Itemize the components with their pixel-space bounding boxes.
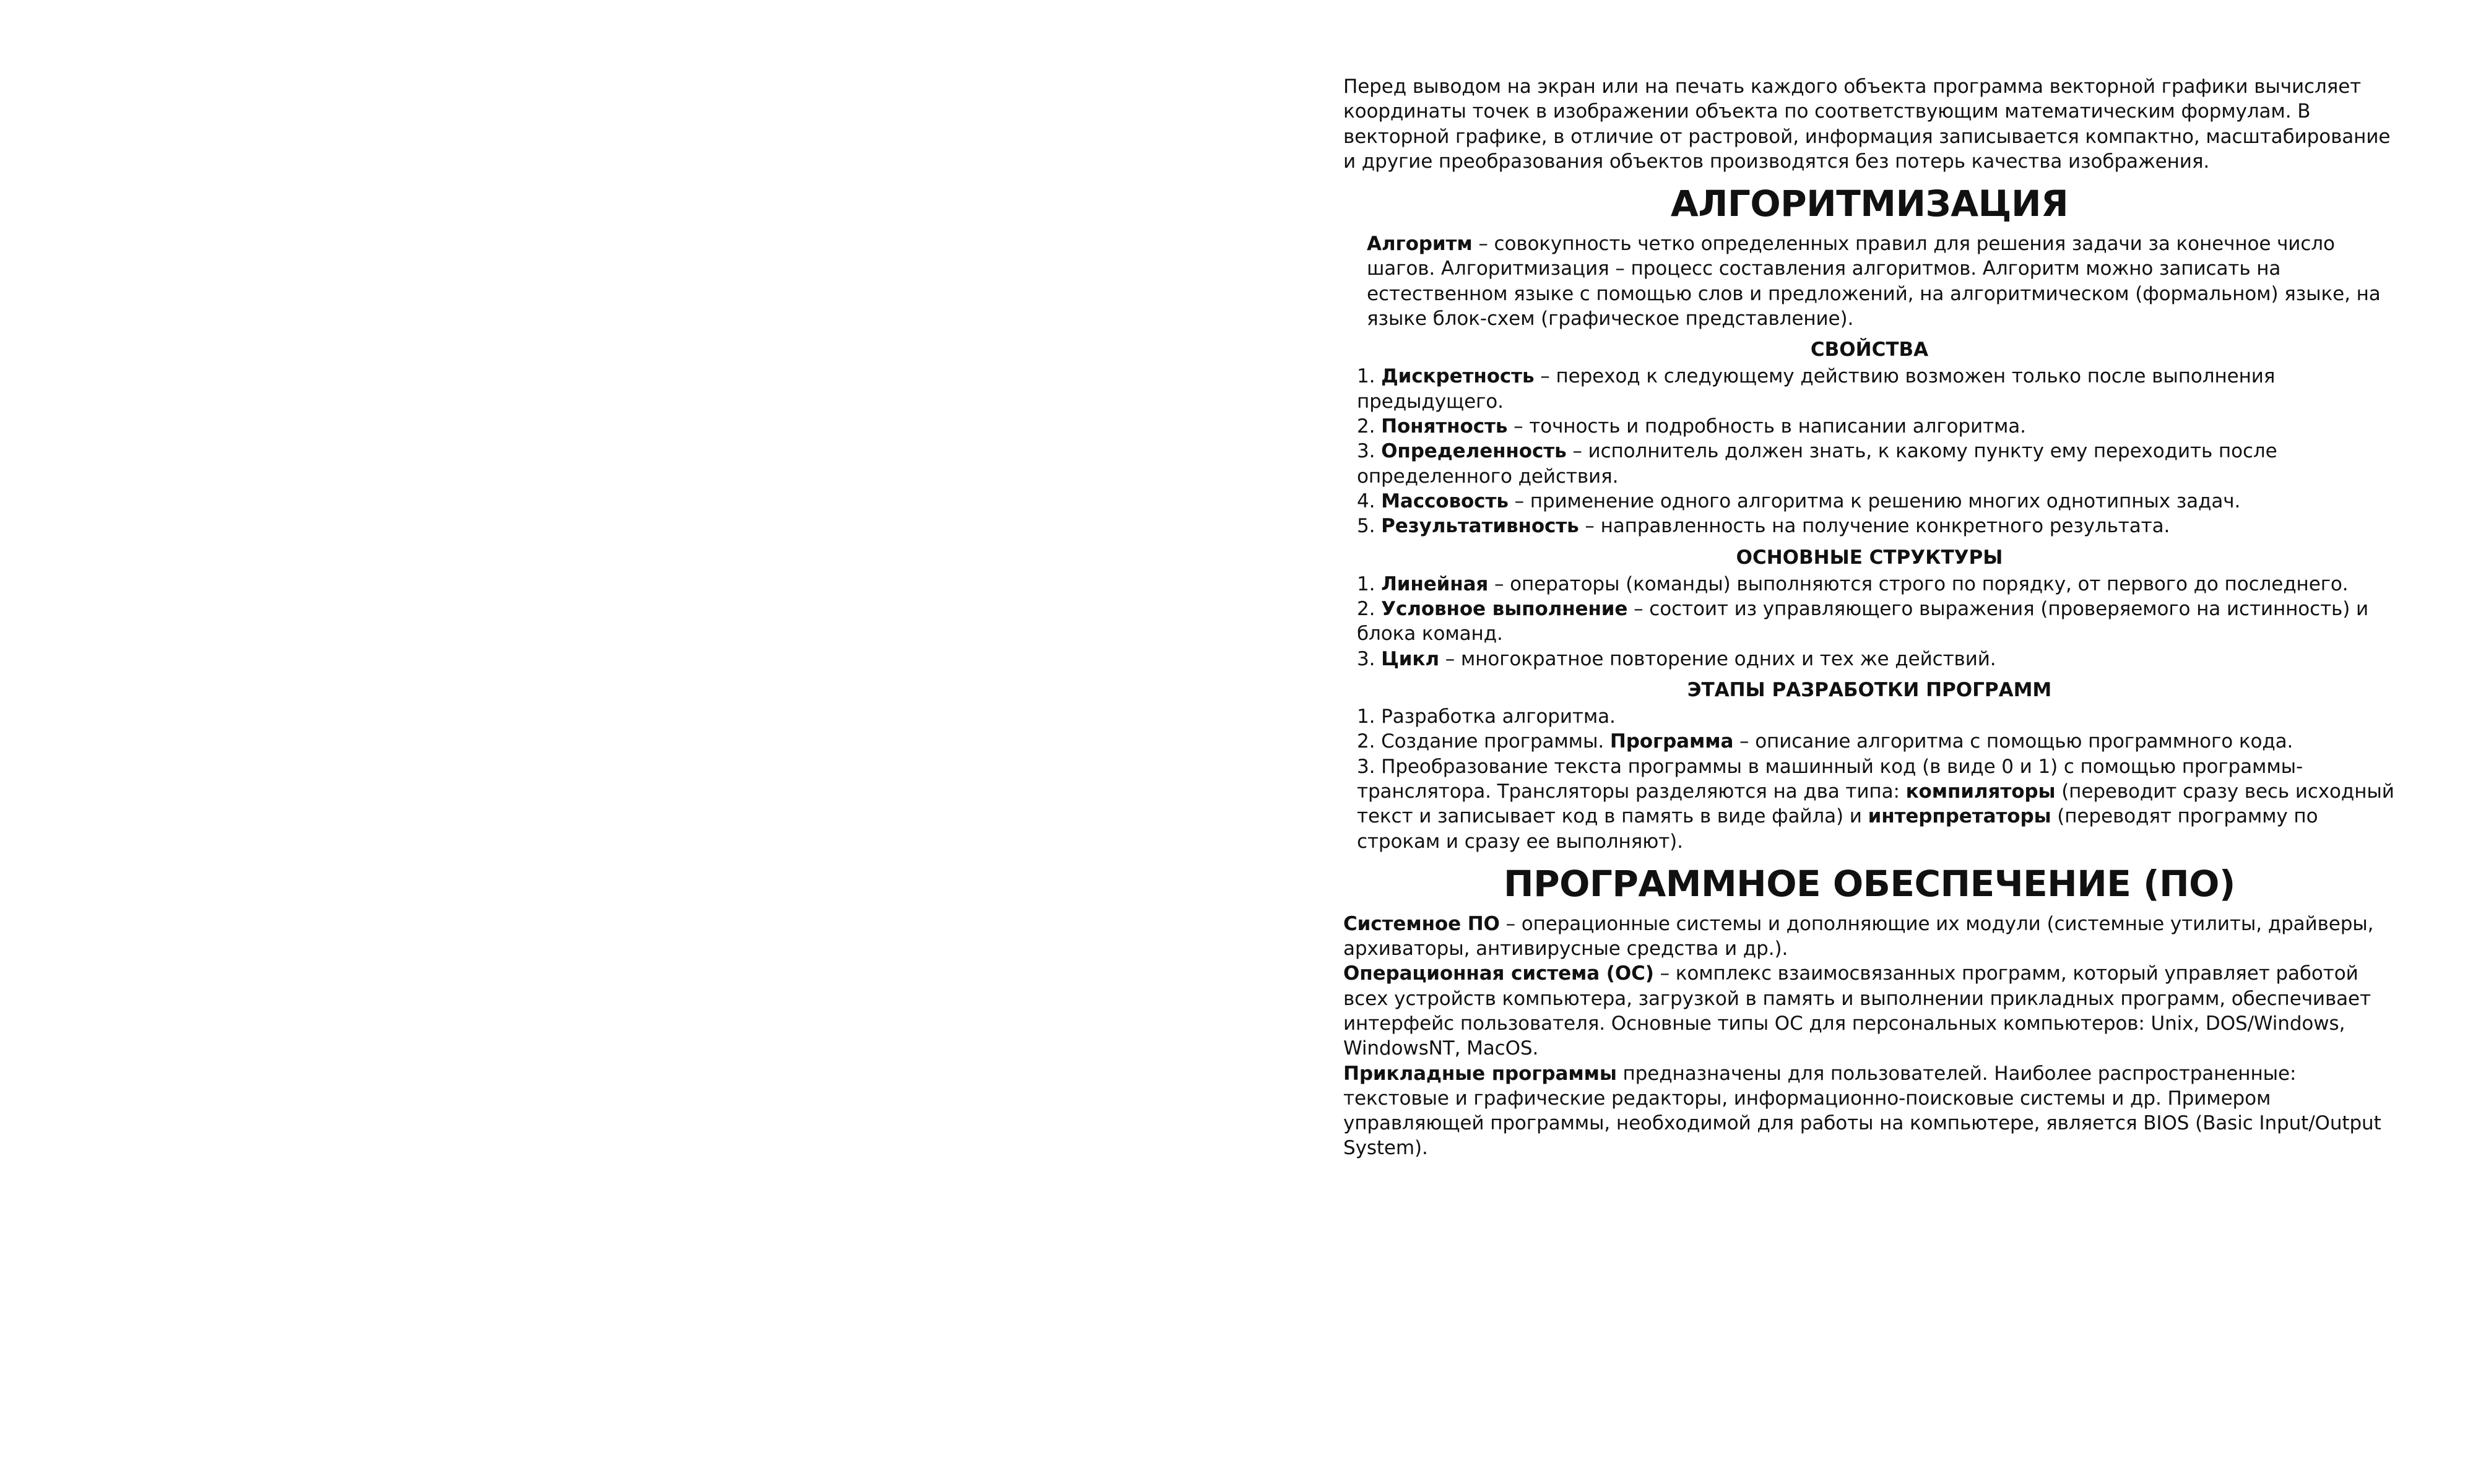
item-number: 2. — [1357, 598, 1382, 621]
item-number: 1. — [1357, 705, 1382, 728]
algorithm-definition-rest: – совокупность четко определенных правил для решения задачи за конечное число шагов. Алгоритмизация – процесс составления алгоритмов. Алгоритм можно записать на естественном языке с помощью слов и предложений, на алгоритмическом (формальном) языке, на языке блок-схем (графическое представление). — [1367, 233, 2381, 330]
item-lead: Массовость — [1381, 490, 1509, 512]
paragraph-rest: – операционные системы и дополняющие их модули (системные утилиты, драйверы, архиваторы, антивирусные средства и др.). — [1343, 912, 2374, 960]
item-rest: – многократное повторение одних и тех же действий. — [1439, 647, 1996, 670]
paragraph-lead: Прикладные программы — [1343, 1062, 1617, 1085]
item-rest: – переход к следующему действию возможен только после выполнения предыдущего. — [1357, 365, 2276, 413]
item-lead-2: компиляторы — [1905, 780, 2056, 803]
software-paragraph-applications — [1343, 1061, 2396, 1161]
property-item — [1343, 489, 2396, 514]
item-rest-2: (переводит сразу весь исходный текст и записывает код в память в виде файла) и — [1357, 780, 2394, 828]
stage-item — [1343, 729, 2396, 754]
paragraph-rest: предназначены для пользователей. Наиболее распространенные: текстовые и графические редакторы, информационно-поисковые системы и др. Примером управляющей программы, необходимой для работы на компьютере, является BIOS (Basic Input/Output System). — [1343, 1062, 2381, 1160]
structure-item — [1343, 647, 2396, 671]
item-rest: – исполнитель должен знать, к какому пункту ему переходить после определенного действия. — [1357, 440, 2277, 488]
property-item — [1343, 514, 2396, 538]
structure-item — [1343, 597, 2396, 647]
item-lead-2: Программа — [1609, 730, 1734, 753]
text-column — [1343, 74, 2396, 1161]
item-rest: Разработка алгоритма. — [1381, 705, 1616, 728]
software-paragraph-os — [1343, 961, 2396, 1061]
item-rest: Создание программы. — [1381, 730, 1610, 753]
item-number: 3. — [1357, 755, 1382, 778]
item-number: 5. — [1357, 515, 1382, 538]
item-lead-3: интерпретаторы — [1868, 805, 2051, 828]
item-lead: Понятность — [1381, 415, 1508, 438]
intro-paragraph: Перед выводом на экран или на печать каждого объекта программа векторной графики вычисляет координаты точек в изображении объекта по соответствующим математическим формулам. В векторной графике, в отличие от растровой, информация записывается компактно, масштабирование и другие преобразования объектов производятся без потерь качества изображения. — [1343, 75, 2391, 173]
item-number: 1. — [1357, 365, 1382, 388]
item-lead: Цикл — [1381, 647, 1439, 670]
stage-item — [1343, 704, 2396, 729]
item-number: 4. — [1357, 490, 1382, 512]
section-title-algorithmization: АЛГОРИТМИЗАЦИЯ — [1670, 183, 2069, 225]
item-lead: Условное выполнение — [1381, 598, 1628, 621]
item-lead: Определенность — [1381, 440, 1567, 463]
section-title-software: ПРОГРАММНОЕ ОБЕСПЕЧЕНИЕ (ПО) — [1504, 862, 2235, 905]
subsection-title-main-structures: ОСНОВНЫЕ СТРУКТУРЫ — [1736, 546, 2003, 569]
software-paragraph-system — [1343, 912, 2396, 962]
property-item — [1343, 414, 2396, 439]
paragraph-lead: Системное ПО — [1343, 912, 1500, 935]
item-number: 1. — [1357, 572, 1382, 595]
item-rest-2: – описание алгоритма с помощью программного кода. — [1733, 730, 2293, 753]
item-lead: Дискретность — [1381, 365, 1535, 388]
paragraph-rest: – комплекс взаимосвязанных программ, который управляет работой всех устройств компьютера, загрузкой в память и выполнении прикладных программ, обеспечивает интерфейс пользователя. Основные типы ОС для персональных компьютеров: Unix, DOS/Windows, WindowsNT, MacOS. — [1343, 962, 2371, 1060]
item-rest: – точность и подробность в написании алгоритма. — [1507, 415, 2026, 438]
algorithm-definition-lead: Алгоритм — [1367, 233, 1473, 256]
paragraph-lead: Операционная система (ОС) — [1343, 962, 1654, 985]
item-number: 3. — [1357, 647, 1382, 670]
item-rest: – применение одного алгоритма к решению многих однотипных задач. — [1508, 490, 2241, 512]
stage-item — [1343, 754, 2396, 854]
property-item — [1343, 439, 2396, 489]
property-item — [1343, 364, 2396, 414]
item-number: 2. — [1357, 415, 1382, 438]
item-rest: – состоит из управляющего выражения (проверяемого на истинность) и блока команд. — [1357, 598, 2369, 645]
item-rest: Преобразование текста программы в машинный код (в виде 0 и 1) с помощью программы-транслятора. Трансляторы разделяются на два типа: — [1357, 755, 2303, 803]
subsection-title-properties: СВОЙСТВА — [1810, 339, 1929, 361]
subsection-title-development-stages: ЭТАПЫ РАЗРАБОТКИ ПРОГРАММ — [1687, 678, 2052, 701]
item-number: 3. — [1357, 440, 1382, 463]
item-number: 2. — [1357, 730, 1382, 753]
item-rest-3: (переводят программу по строкам и сразу ее выполняют). — [1357, 805, 2318, 853]
item-lead: Линейная — [1381, 572, 1489, 595]
algorithm-definition — [1343, 231, 2396, 331]
item-rest: – направленность на получение конкретного результата. — [1579, 515, 2170, 538]
item-rest: – операторы (команды) выполняются строго по порядку, от первого до последнего. — [1488, 572, 2349, 595]
item-lead: Результативность — [1381, 515, 1579, 538]
structure-item — [1343, 572, 2396, 597]
